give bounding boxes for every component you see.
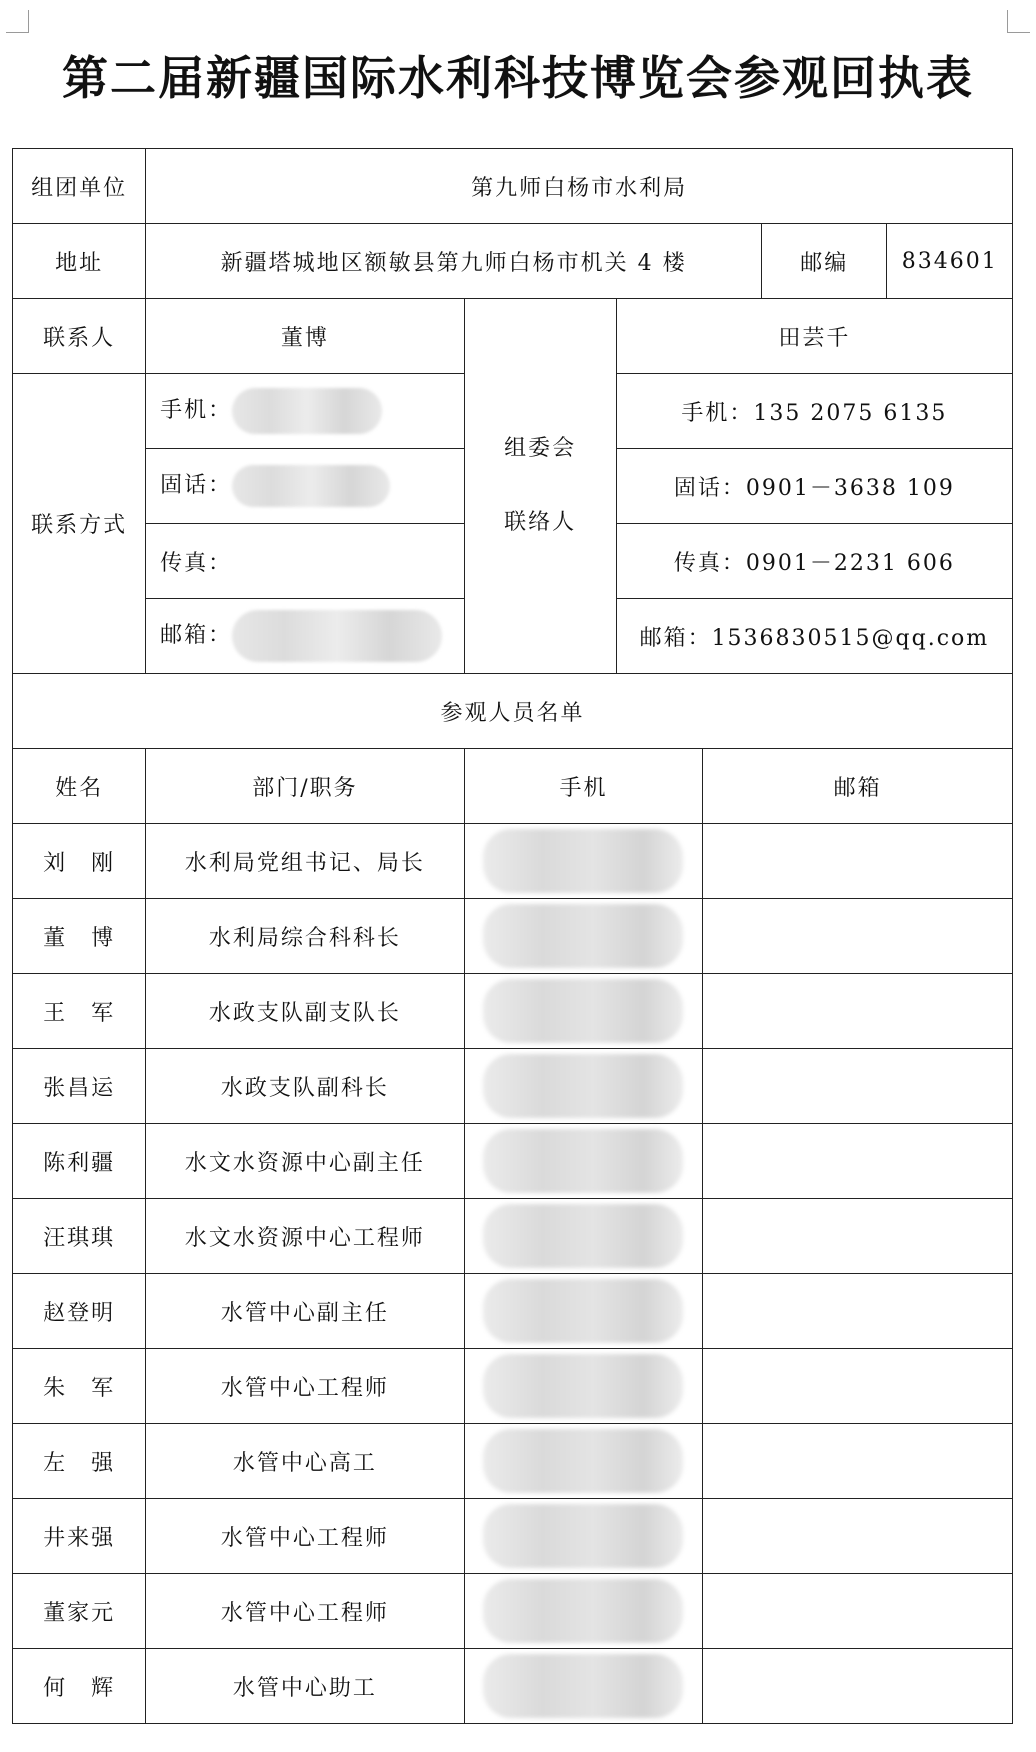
phone-cell [146,449,465,524]
redacted-visitor-mobile [483,1429,683,1493]
visitor-name: 朱 军 [13,1349,146,1424]
visitor-name: 汪琪琪 [13,1199,146,1274]
visitor-position: 水管中心工程师 [146,1574,465,1649]
visitor-mobile [464,974,703,1049]
visitor-position: 水政支队副科长 [146,1049,465,1124]
fax-label: 传真： [160,550,233,576]
table-row [13,824,1013,899]
visitor-position: 水管中心高工 [146,1424,465,1499]
table-row [13,1349,1013,1424]
mobile-label: 手机： [160,398,233,423]
table-row [13,1049,1013,1124]
table-row [13,1574,1013,1649]
visitor-mobile [464,1649,703,1724]
visitor-name: 左 强 [13,1424,146,1499]
redacted-visitor-mobile [483,904,683,968]
visitor-email [703,1049,1013,1124]
visitor-email [703,1124,1013,1199]
table-row [13,1199,1013,1274]
visitor-name: 王 军 [13,974,146,1049]
address-label: 地址 [13,224,146,299]
committee-mobile: 手机：135 2075 6135 [616,374,1012,449]
visitor-name: 何 辉 [13,1649,146,1724]
visitor-position: 水管中心助工 [146,1649,465,1724]
contact-name: 董博 [146,299,465,374]
visitor-email [703,1574,1013,1649]
visitor-position: 水利局综合科科长 [146,899,465,974]
visitor-mobile [464,824,703,899]
redacted-phone [232,465,390,507]
visitor-position: 水管中心副主任 [146,1274,465,1349]
visitor-name: 董家元 [13,1574,146,1649]
visitor-email [703,1349,1013,1424]
redacted-visitor-mobile [483,1279,683,1343]
table-row [13,1274,1013,1349]
committee-phone: 固话：0901－3638 109 [616,449,1012,524]
address-row [13,224,1013,299]
table-row [13,1124,1013,1199]
header-position: 部门/职务 [146,749,465,824]
visitor-position: 水文水资源中心副主任 [146,1124,465,1199]
org-label: 组团单位 [13,149,146,224]
visitor-email [703,1499,1013,1574]
redacted-visitor-mobile [483,1504,683,1568]
visitor-email [703,824,1013,899]
visitor-mobile [464,1499,703,1574]
visitor-email [703,1424,1013,1499]
visitor-email [703,1199,1013,1274]
contact-label: 联系人 [13,299,146,374]
page-title: 第二届新疆国际水利科技博览会参观回执表 [62,51,974,105]
committee-label-line2: 联络人 [504,510,577,535]
redacted-visitor-mobile [483,1354,683,1418]
visitor-name: 张昌运 [13,1049,146,1124]
visitor-email [703,1274,1013,1349]
committee-fax: 传真：0901－2231 606 [616,524,1012,599]
visitor-position: 水管中心工程师 [146,1349,465,1424]
header-email: 邮箱 [703,749,1013,824]
table-row [13,899,1013,974]
visitor-position: 水政支队副支队长 [146,974,465,1049]
redacted-visitor-mobile [483,1204,683,1268]
redacted-visitor-mobile [483,1579,683,1643]
committee-email: 邮箱：1536830515@qq.com [616,599,1012,674]
email-label: 邮箱： [160,623,233,648]
postcode-label: 邮编 [762,224,887,299]
visitor-name: 井来强 [13,1499,146,1574]
visitor-email [703,974,1013,1049]
committee-contact-label [464,299,616,674]
header-name: 姓名 [13,749,146,824]
visitors-header-row [13,749,1013,824]
visitors-section-row [13,674,1013,749]
contact-row [13,299,1013,374]
visitor-mobile [464,1274,703,1349]
fax-cell [146,524,465,599]
visitor-mobile [464,1049,703,1124]
visitor-mobile [464,1349,703,1424]
redacted-mobile [232,388,382,434]
visitor-mobile [464,1124,703,1199]
visitor-email [703,1649,1013,1724]
visitor-name: 赵登明 [13,1274,146,1349]
visitor-mobile [464,1424,703,1499]
visitor-position: 水文水资源中心工程师 [146,1199,465,1274]
address-value: 新疆塔城地区额敏县第九师白杨市机关 4 楼 [146,224,762,299]
contact-method-label: 联系方式 [13,374,146,674]
visitor-email [703,899,1013,974]
table-row [13,1649,1013,1724]
redacted-visitor-mobile [483,1054,683,1118]
redacted-email [232,610,442,662]
table-row [13,1424,1013,1499]
postcode-value: 834601 [887,224,1013,299]
receipt-form-table [12,148,1013,1724]
visitor-mobile [464,1574,703,1649]
redacted-visitor-mobile [483,979,683,1043]
visitor-position: 水管中心工程师 [146,1499,465,1574]
email-cell [146,599,465,674]
redacted-visitor-mobile [483,829,683,893]
visitors-section-title: 参观人员名单 [13,674,1013,749]
visitor-mobile [464,1199,703,1274]
table-row [13,1499,1013,1574]
mobile-cell [146,374,465,449]
redacted-visitor-mobile [483,1654,683,1718]
committee-label-line1: 组委会 [504,436,577,461]
phone-label: 固话： [160,473,233,498]
redacted-visitor-mobile [483,1129,683,1193]
header-mobile: 手机 [464,749,703,824]
committee-contact-name: 田芸千 [616,299,1012,374]
visitor-name: 刘 刚 [13,824,146,899]
visitor-name: 董 博 [13,899,146,974]
org-row [13,149,1013,224]
org-value: 第九师白杨市水利局 [146,149,1013,224]
visitor-name: 陈利疆 [13,1124,146,1199]
page-corner-mark-left [6,10,29,33]
visitor-position: 水利局党组书记、局长 [146,824,465,899]
visitor-mobile [464,899,703,974]
page-corner-mark-right [1007,10,1030,33]
table-row [13,974,1013,1049]
